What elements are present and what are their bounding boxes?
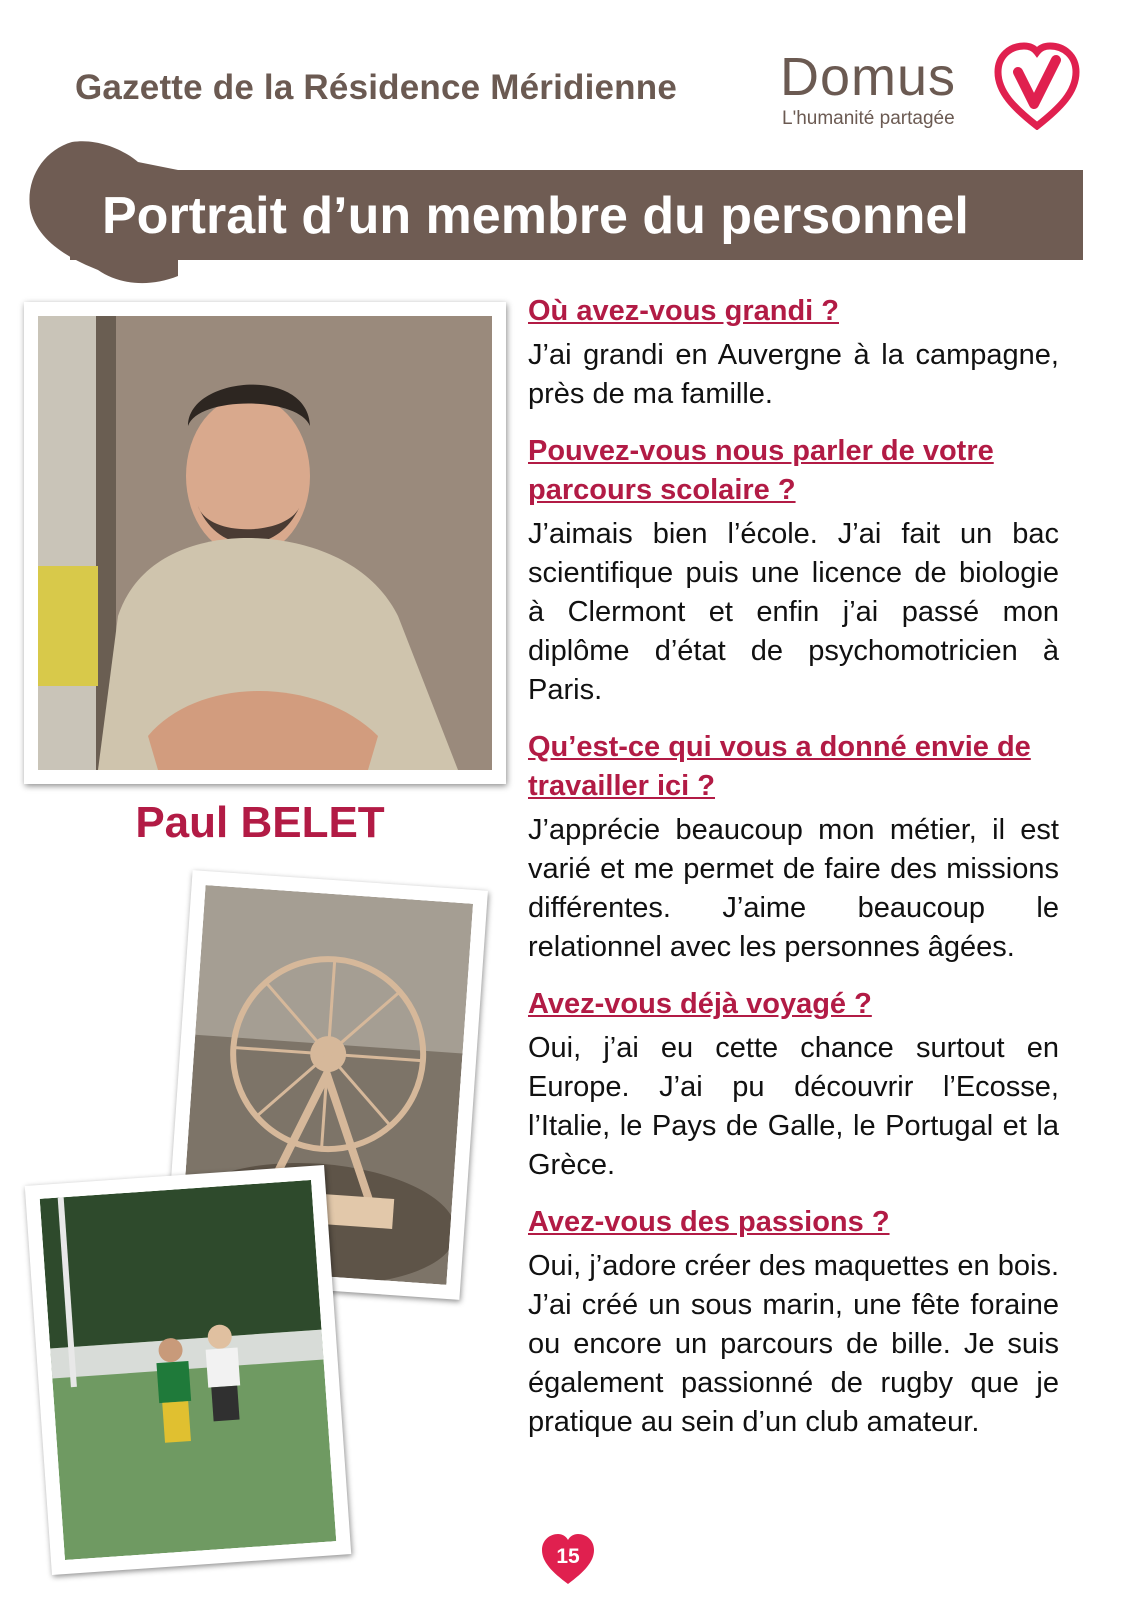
question-4: Avez-vous déjà voyagé ? [528,988,872,1020]
logo-tagline: L'humanité partagée [782,108,955,129]
domusvi-logo [780,42,1080,142]
question-3: Qu’est-ce qui vous a donné envie de travailler ici ? [528,731,1031,802]
answer-5: Oui, j’adore créer des maquettes en bois. J’ai créé un sous marin, une fête foraine ou encore un parcours de bille. Je suis également passionné de rugby que je pratique au sein d’un club amateur. [528,1250,1059,1438]
answer-1: J’ai grandi en Auvergne à la campagne, près de ma famille. [528,339,1059,410]
heart-v-icon [994,42,1080,130]
section-title: Portrait d’un membre du personnel [102,187,969,245]
rugby-photo [25,1165,351,1575]
question-2: Pouvez-vous nous parler de votre parcours scolaire ? [528,435,994,506]
staff-name: Paul BELET [135,798,385,847]
rugby-photo-image [40,1180,337,1560]
question-5: Avez-vous des passions ? [528,1206,890,1238]
logo-word: Domus [780,47,957,107]
gazette-title: Gazette de la Résidence Méridienne [75,68,678,107]
interview-section [528,292,1059,1460]
question-1: Où avez-vous grandi ? [528,295,839,327]
answer-3: J’apprécie beaucoup mon métier, il est varié et me permet de faire des missions différentes. J’aime beaucoup le relationnel avec les personnes âgées. [528,814,1059,963]
portrait-photo [24,302,506,784]
answer-4: Oui, j’ai eu cette chance surtout en Europe. J’ai pu découvrir l’Ecosse, l’Italie, le Pays de Galle, le Portugal et la Grèce. [528,1032,1059,1181]
portrait-photo-image [38,316,492,770]
answer-2: J’aimais bien l’école. J’ai fait un bac scientifique puis une licence de biologie à Clermont et enfin j’ai passé mon diplôme d’état de psychomotricien à Paris. [528,518,1059,706]
page-number: 15 [556,1545,580,1568]
